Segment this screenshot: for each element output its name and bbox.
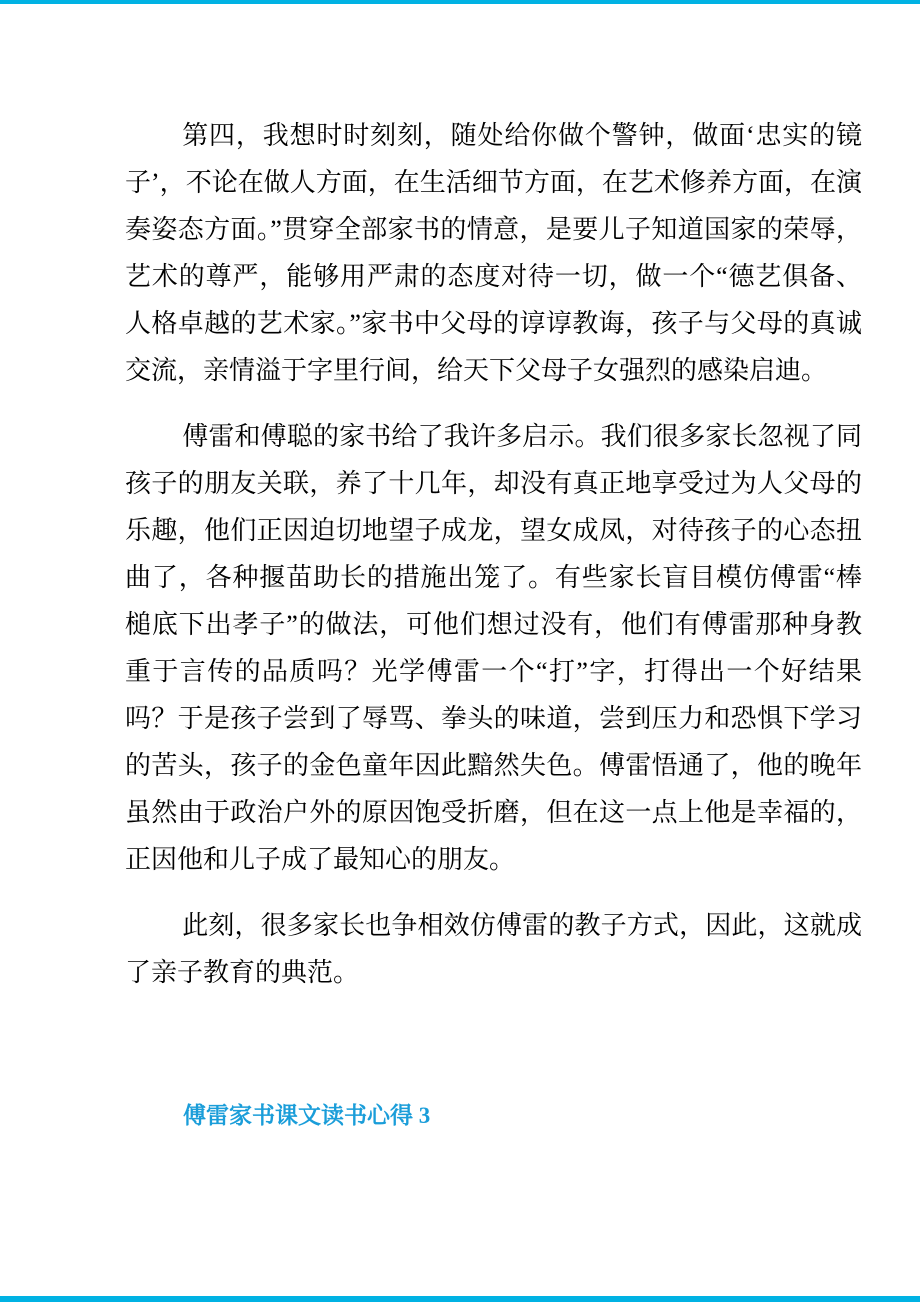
paragraph-1: 第四，我想时时刻刻，随处给你做个警钟，做面‘忠实的镜子’，不论在做人方面，在生活细节方面，在艺术修养方面，在演奏姿态方面。”贯穿全部家书的情意，是要儿子知道国家的荣辱，艺术的尊严，能够用严肃的态度对待一切，做一个“德艺俱备、人格卓越的艺术家。”家书中父母的谆谆教诲，孩子与父母的真诚交流，亲情溢于字里行间，给天下父母子女强烈的感染启迪。 xyxy=(125,121,862,385)
paragraph-3: 此刻，很多家长也争相效仿傅雷的教子方式，因此，这就成了亲子教育的典范。 xyxy=(125,911,862,987)
page-top-edge-line xyxy=(0,0,920,4)
paragraph-2: 傅雷和傅聪的家书给了我许多启示。我们很多家长忽视了同孩子的朋友关联，养了十几年，却没有真正地享受过为人父母的乐趣，他们正因迫切地望子成龙，望女成凤，对待孩子的心态扭曲了，各种揠苗助长的措施出笼了。有些家长盲目模仿傅雷“棒槌底下出孝子”的做法，可他们想过没有，他们有傅雷那种身教重于言传的品质吗？光学傅雷一个“打”字，打得出一个好结果吗？于是孩子尝到了辱骂、拳头的味道，尝到压力和恐惧下学习的苦头，孩子的金色童年因此黯然失色。傅雷悟通了，他的晚年虽然由于政治户外的原因饱受折磨，但在这一点上他是幸福的，正因他和儿子成了最知心的朋友。 xyxy=(125,422,862,874)
document-body xyxy=(125,112,862,1132)
section-heading: 傅雷家书课文读书心得 3 xyxy=(183,1103,431,1128)
page-bottom-edge-line xyxy=(0,1296,920,1302)
